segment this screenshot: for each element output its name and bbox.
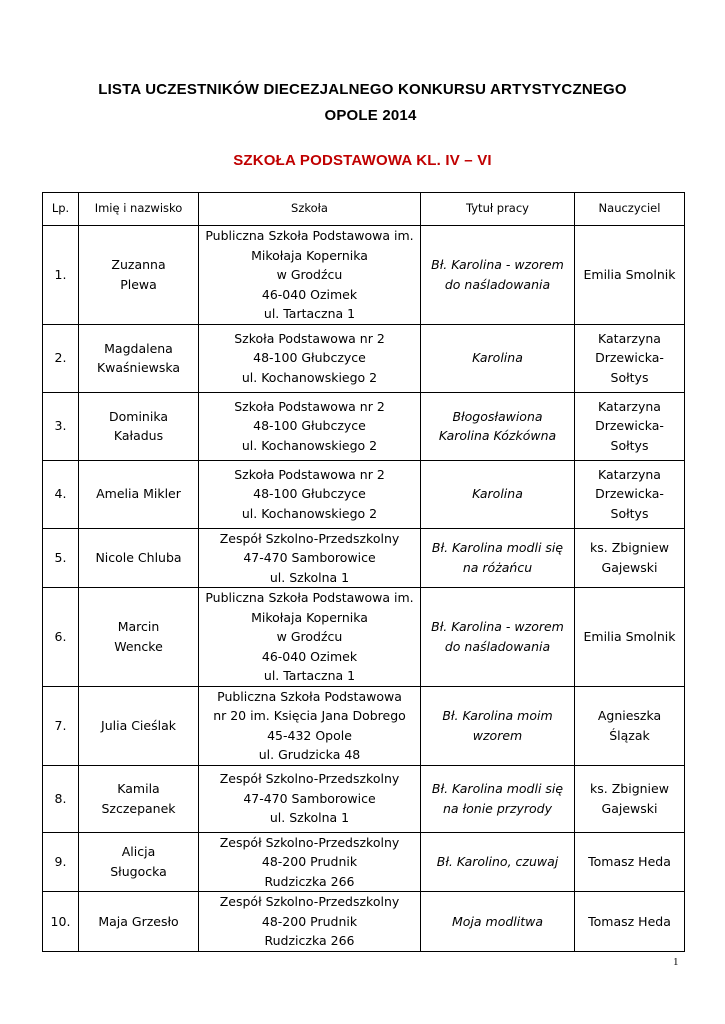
cell-school-line: 47-470 Samborowice xyxy=(243,790,376,806)
column-header-name: Imię i nazwisko xyxy=(79,193,199,226)
cell-school xyxy=(199,832,421,892)
cell-school-line: Zespół Szkolno-Przedszkolny xyxy=(219,530,400,546)
cell-teacher-line: Sołtys xyxy=(610,505,649,521)
cell-title xyxy=(421,832,575,892)
cell-school-line: 46-040 Ozimek xyxy=(261,648,358,664)
cell-school-line: Publiczna Szkoła Podstawowa xyxy=(217,688,402,704)
cell-title-line: Karolina Kózkówna xyxy=(438,428,557,443)
cell-school xyxy=(199,686,421,765)
cell-teacher-line: ks. Zbigniew xyxy=(590,781,669,796)
cell-teacher xyxy=(575,324,685,392)
cell-title-line: Bł. Karolina moim xyxy=(442,708,553,723)
cell-title xyxy=(421,588,575,687)
cell-school xyxy=(199,324,421,392)
cell-teacher-line: Drzewicka- xyxy=(595,350,664,366)
cell-school-line: 45-432 Opole xyxy=(267,727,352,743)
cell-school-line: 47-470 Samborowice xyxy=(243,550,376,565)
document-title-year: OPOLE 2014 xyxy=(324,107,417,124)
cell-school xyxy=(199,765,421,832)
cell-school-line: ul. Kochanowskiego 2 xyxy=(241,369,378,385)
cell-school xyxy=(199,892,421,952)
cell-lp: 9. xyxy=(43,832,79,892)
cell-title-line: na różańcu xyxy=(462,559,533,575)
cell-teacher-line: Emilia Smolnik xyxy=(583,267,676,282)
cell-teacher-line: Sołtys xyxy=(610,437,649,453)
document-title: LISTA UCZESTNIKÓW DIECEZJALNEGO KONKURSU ARTYSTYCZNEGO xyxy=(98,81,627,98)
cell-title-line: Bł. Karolina - wzorem xyxy=(431,257,564,273)
cell-teacher-line: Ślązak xyxy=(609,727,650,743)
cell-title xyxy=(421,324,575,392)
cell-lp: 6. xyxy=(43,588,79,687)
cell-teacher-line: ks. Zbigniew xyxy=(590,540,669,556)
cell-school-line: ul. Szkolna 1 xyxy=(269,810,350,826)
cell-title-line: Bł. Karolino, czuwaj xyxy=(436,854,559,869)
cell-school-line: 48-100 Głubczyce xyxy=(253,350,366,366)
cell-title-line: na łonie przyrody xyxy=(442,800,552,816)
cell-school xyxy=(199,528,421,588)
cell-school-line: ul. Tartaczna 1 xyxy=(263,668,356,683)
page-number: 1 xyxy=(673,956,679,968)
cell-name: Julia Cieślak xyxy=(79,686,199,765)
cell-name: Kamila Szczepanek xyxy=(79,765,199,832)
cell-title-line: Karolina xyxy=(472,486,523,502)
cell-school-line: Zespół Szkolno-Przedszkolny xyxy=(219,834,400,850)
cell-lp: 2. xyxy=(43,324,79,392)
cell-school-line: nr 20 im. Księcia Jana Dobrego xyxy=(213,708,406,723)
cell-teacher xyxy=(575,588,685,687)
cell-school-line: ul. Kochanowskiego 2 xyxy=(241,505,378,521)
table-row xyxy=(43,832,685,892)
cell-name: Magdalena Kwaśniewska xyxy=(79,324,199,392)
cell-teacher xyxy=(575,765,685,832)
cell-teacher-line: Gajewski xyxy=(601,800,658,816)
table-row xyxy=(43,324,685,392)
cell-school-line: 48-100 Głubczyce xyxy=(253,486,366,502)
cell-title-line: Błogosławiona xyxy=(452,408,543,424)
cell-school xyxy=(199,226,421,325)
cell-teacher-line: Gajewski xyxy=(601,559,658,575)
cell-title-line: wzorem xyxy=(472,727,523,743)
table-body xyxy=(43,226,685,952)
cell-teacher-line: Tomasz Heda xyxy=(588,854,671,869)
cell-title xyxy=(421,686,575,765)
table-row xyxy=(43,528,685,588)
cell-school-line: Zespół Szkolno-Przedszkolny xyxy=(219,894,400,909)
cell-teacher-line: Katarzyna xyxy=(598,330,661,346)
cell-lp: 8. xyxy=(43,765,79,832)
cell-teacher xyxy=(575,892,685,952)
cell-school-line: ul. Tartaczna 1 xyxy=(263,306,356,321)
cell-school-line: ul. Kochanowskiego 2 xyxy=(241,437,378,453)
column-header-school: Szkoła xyxy=(199,193,421,226)
cell-teacher xyxy=(575,528,685,588)
cell-title xyxy=(421,226,575,325)
cell-name: Zuzanna Plewa xyxy=(79,226,199,325)
cell-school-line: 48-100 Głubczyce xyxy=(253,418,366,434)
cell-school-line: Mikołaja Kopernika xyxy=(251,609,368,625)
cell-lp: 10. xyxy=(43,892,79,952)
participants-table xyxy=(42,192,685,952)
cell-school-line: 46-040 Ozimek xyxy=(261,286,358,302)
cell-teacher-line: Drzewicka- xyxy=(595,486,664,502)
cell-teacher xyxy=(575,392,685,460)
cell-school-line: 48-200 Prudnik xyxy=(261,913,358,929)
cell-school xyxy=(199,460,421,528)
cell-school xyxy=(199,588,421,687)
cell-name: Marcin Wencke xyxy=(79,588,199,687)
cell-teacher xyxy=(575,686,685,765)
cell-title xyxy=(421,528,575,588)
cell-school-line: Mikołaja Kopernika xyxy=(251,247,368,263)
cell-teacher-line: Emilia Smolnik xyxy=(583,629,676,644)
cell-title xyxy=(421,892,575,952)
cell-school-line: Szkoła Podstawowa nr 2 xyxy=(234,330,385,346)
table-row xyxy=(43,686,685,765)
column-header-teacher: Nauczyciel xyxy=(575,193,685,226)
cell-school-line: ul. Szkolna 1 xyxy=(269,569,350,585)
cell-title-line: do naśladowania xyxy=(444,638,551,654)
cell-school xyxy=(199,392,421,460)
cell-school-line: Szkoła Podstawowa nr 2 xyxy=(234,398,385,414)
cell-title xyxy=(421,392,575,460)
cell-title-line: Bł. Karolina modli się xyxy=(431,781,564,796)
cell-teacher xyxy=(575,832,685,892)
cell-lp: 7. xyxy=(43,686,79,765)
cell-lp: 5. xyxy=(43,528,79,588)
table-row xyxy=(43,765,685,832)
cell-teacher-line: Katarzyna xyxy=(598,398,661,414)
cell-school-line: w Grodźcu xyxy=(276,629,343,644)
cell-teacher-line: Agnieszka xyxy=(597,708,662,723)
cell-school-line: Rudziczka 266 xyxy=(264,933,355,948)
cell-teacher xyxy=(575,226,685,325)
cell-teacher-line: Tomasz Heda xyxy=(588,913,671,929)
cell-name: Nicole Chluba xyxy=(79,528,199,588)
table-row xyxy=(43,226,685,325)
table-header-row xyxy=(43,193,685,226)
cell-school-line: ul. Grudzicka 48 xyxy=(258,747,361,762)
cell-title-line: do naśladowania xyxy=(444,276,551,292)
cell-title-line: Karolina xyxy=(472,350,523,366)
cell-title xyxy=(421,765,575,832)
cell-school-line: Rudziczka 266 xyxy=(264,873,355,889)
cell-name: Alicja Sługocka xyxy=(79,832,199,892)
cell-teacher xyxy=(575,460,685,528)
cell-school-line: 48-200 Prudnik xyxy=(261,854,358,869)
cell-teacher-line: Drzewicka- xyxy=(595,418,664,434)
cell-title-line: Bł. Karolina modli się xyxy=(431,540,564,556)
cell-name: Dominika Kaładus xyxy=(79,392,199,460)
cell-title-line: Bł. Karolina - wzorem xyxy=(431,619,564,635)
cell-lp: 4. xyxy=(43,460,79,528)
table-row xyxy=(43,892,685,952)
cell-school-line: Publiczna Szkoła Podstawowa im. xyxy=(205,228,414,243)
cell-school-line: Zespół Szkolno-Przedszkolny xyxy=(219,771,400,787)
cell-school-line: w Grodźcu xyxy=(276,267,343,282)
cell-teacher-line: Sołtys xyxy=(610,369,649,385)
cell-teacher-line: Katarzyna xyxy=(598,466,661,482)
cell-lp: 1. xyxy=(43,226,79,325)
cell-school-line: Publiczna Szkoła Podstawowa im. xyxy=(205,590,414,605)
table-row xyxy=(43,392,685,460)
cell-school-line: Szkoła Podstawowa nr 2 xyxy=(234,466,385,482)
cell-name: Amelia Mikler xyxy=(79,460,199,528)
cell-title xyxy=(421,460,575,528)
table-row xyxy=(43,460,685,528)
cell-title-line: Moja modlitwa xyxy=(451,913,544,929)
column-header-lp: Lp. xyxy=(43,193,79,226)
section-subtitle: SZKOŁA PODSTAWOWA KL. IV – VI xyxy=(233,152,492,169)
table-row xyxy=(43,588,685,687)
cell-name: Maja Grzesło xyxy=(79,892,199,952)
column-header-title: Tytuł pracy xyxy=(421,193,575,226)
cell-lp: 3. xyxy=(43,392,79,460)
